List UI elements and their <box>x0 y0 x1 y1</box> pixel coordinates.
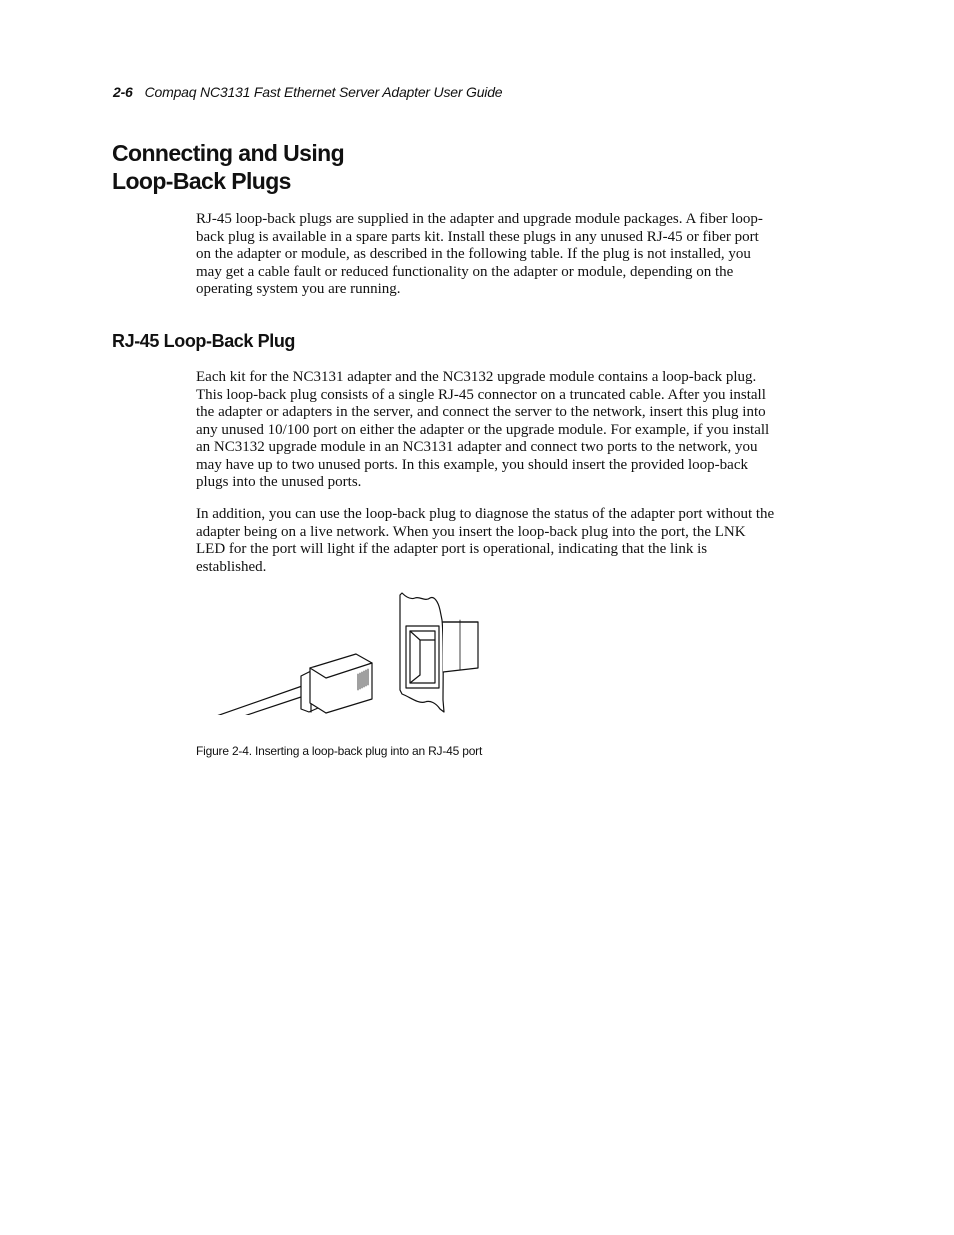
page-number: 2-6 <box>113 84 133 100</box>
figure-caption: Figure 2-4. Inserting a loop-back plug into an RJ-45 port <box>196 744 483 758</box>
text-line: This loop-back plug consists of a single RJ-45 connector on a truncated cable. After you install <box>196 386 766 403</box>
text-line: adapter being on a live network. When you insert the loop-back plug into the port, the LNK <box>196 523 746 540</box>
text-line: the adapter or adapters in the server, and connect the server to the network, insert this plug into <box>196 404 766 420</box>
body-paragraph-2 <box>196 506 806 576</box>
subsection-heading: RJ-45 Loop-Back Plug <box>112 331 296 351</box>
text-line: operating system you are running. <box>196 281 401 297</box>
text-line: RJ-45 loop-back plugs are supplied in the adapter and upgrade module packages. A fiber loop- <box>196 211 763 227</box>
loop-back-plug-illustration <box>196 590 486 715</box>
section-heading-line-1: Connecting and Using <box>112 140 345 166</box>
section-heading-line-2: Loop-Back Plugs <box>112 168 291 194</box>
section-heading <box>112 139 612 195</box>
text-line: may have up to two unused ports. In this example, you should insert the provided loop-back <box>196 456 748 473</box>
text-line: Each kit for the NC3131 adapter and the NC3132 upgrade module contains a loop-back plug. <box>196 369 757 385</box>
running-head <box>113 84 502 104</box>
body-paragraph-1 <box>196 369 806 492</box>
text-line: on the adapter or module, as described in the following table. If the plug is not installed, you <box>196 246 751 262</box>
text-line: In addition, you can use the loop-back plug to diagnose the status of the adapter port without the <box>196 506 775 522</box>
text-line: an NC3132 upgrade module in an NC3131 adapter and connect two ports to the network, you <box>196 439 758 455</box>
text-line: established. <box>196 558 267 575</box>
text-line: LED for the port will light if the adapter port is operational, indicating that the link is <box>196 541 708 557</box>
text-line: any unused 10/100 port on either the adapter or the upgrade module. For example, if you install <box>196 421 770 438</box>
text-line: back plug is available in a spare parts kit. Install these plugs in any unused RJ-45 or fiber port <box>196 228 759 245</box>
text-line: may get a cable fault or reduced functionality on the adapter or module, depending on the <box>196 263 734 280</box>
intro-paragraph <box>196 211 806 299</box>
running-head-title: Compaq NC3131 Fast Ethernet Server Adapter User Guide <box>144 84 503 100</box>
text-line: plugs into the unused ports. <box>196 474 362 490</box>
